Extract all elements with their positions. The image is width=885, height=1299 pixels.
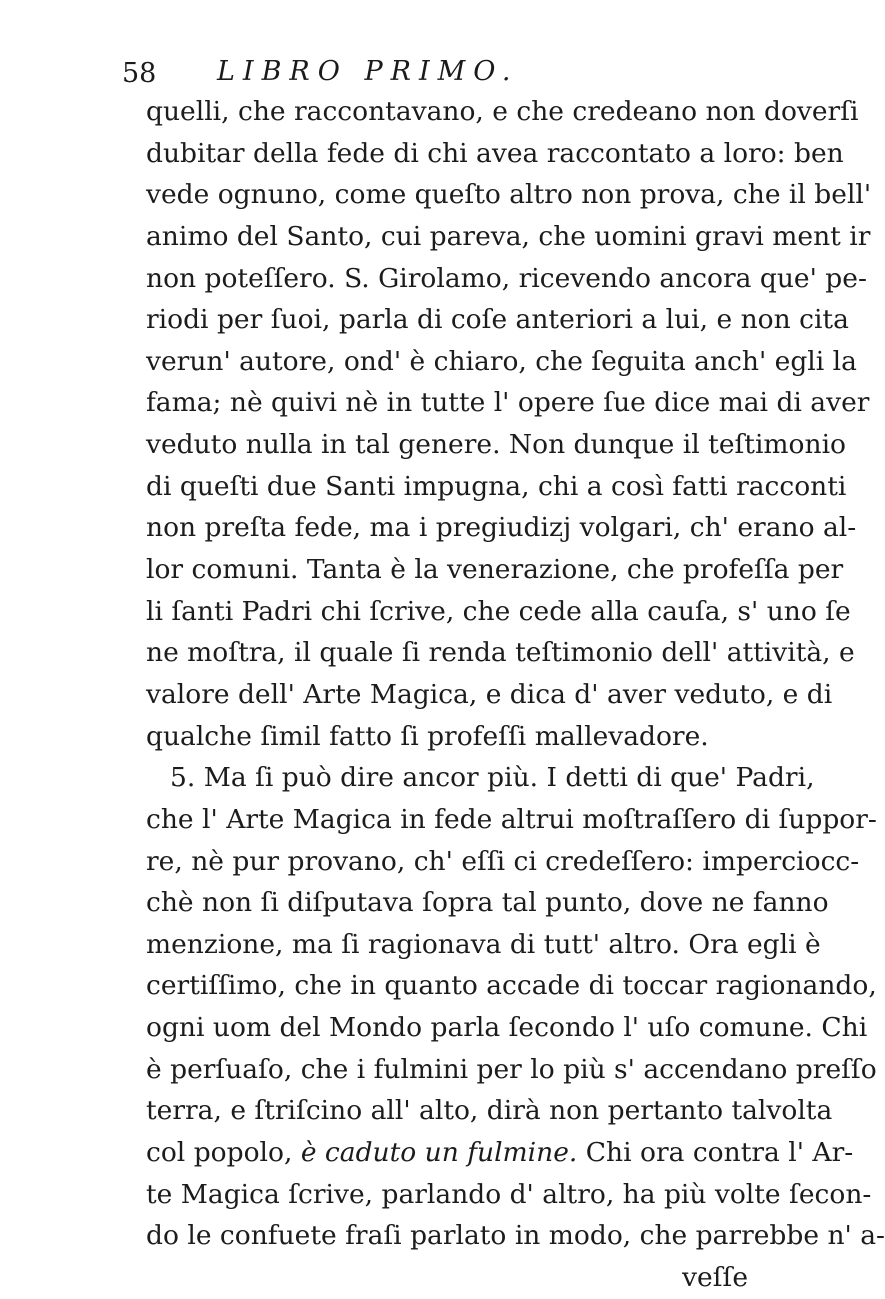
text-line: menzione, ma ſi ragionava di tutt' altro. Ora egli è — [146, 928, 821, 960]
text-line: certiſſimo, che in quanto accade di toccar ragionando, — [146, 970, 877, 1002]
text-line: veduto nulla in tal genere. Non dunque il teſtimonio — [146, 429, 847, 461]
text-line: te Magica ſcrive, parlando d' altro, ha più volte ſecon- — [146, 1178, 872, 1210]
text-segment: col popolo, — [146, 1137, 293, 1169]
text-line: di queſti due Santi impugna, chi a così fatti racconti — [146, 470, 847, 502]
body-text — [146, 91, 885, 1299]
text-line: che l' Arte Magica in fede altrui moſtraſſero di ſuppor- — [146, 803, 877, 835]
text-line: vede ognuno, come queſto altro non prova, che il bell' — [146, 179, 872, 211]
text-line: dubitar della fede di chi avea raccontato a loro: ben — [146, 137, 844, 169]
text-line: terra, e ſtriſcino all' alto, dirà non pertanto talvolta — [146, 1095, 833, 1127]
text-line: riodi per ſuoi, parla di coſe anteriori a lui, e non cita — [146, 304, 849, 336]
text-segment: Chi ora contra l' Ar- — [577, 1137, 854, 1169]
text-line: non poteſſero. S. Girolamo, ricevendo ancora que' pe- — [146, 262, 867, 294]
text-line: chè non ſi diſputava ſopra tal punto, dove ne fanno — [146, 887, 829, 919]
text-line: lor comuni. Tanta è la venerazione, che profeſſa per — [146, 554, 844, 586]
text-line: li ſanti Padri chi ſcrive, che cede alla cauſa, s' uno ſe — [146, 595, 851, 627]
running-head — [122, 50, 722, 90]
text-line: quelli, che raccontavano, e che credeano non doverſi — [146, 96, 859, 127]
text-line: ogni uom del Mondo parla ſecondo l' uſo comune. Chi — [146, 1012, 868, 1044]
text-line-with-italic — [146, 1132, 854, 1174]
paragraph-start-line: 5. Ma ſi può dire ancor più. I detti di que' Padri, — [170, 762, 815, 794]
text-line: qualche ſimil fatto ſi profeſſi mallevadore. — [146, 720, 709, 752]
text-line: do le confuete fraſi parlato in modo, che parrebbe n' a- — [146, 1220, 885, 1252]
text-line: ne moſtra, il quale ſi renda teſtimonio dell' attività, e — [146, 637, 855, 669]
text-line: valore dell' Arte Magica, e dica d' aver veduto, e di — [146, 678, 833, 710]
text-line: verun' autore, ond' è chiaro, che ſeguita anch' egli la — [146, 345, 857, 377]
catchword: veſſe — [682, 1261, 748, 1293]
italic-quote: è caduto un fulmine. — [300, 1137, 578, 1169]
text-line: animo del Santo, cui pareva, che uomini gravi ment ir — [146, 220, 871, 252]
page-number: 58 — [122, 58, 157, 89]
text-line: fama; nè quivi nè in tutte l' opere ſue dice mai di aver — [146, 387, 870, 419]
text-line: non preſta fede, ma i pregiudizj volgari, ch' erano al- — [146, 512, 857, 544]
running-title: LIBRO PRIMO. — [217, 56, 519, 87]
text-line: re, nè pur provano, ch' eſſi ci credeſſero: imperciocc- — [146, 845, 860, 877]
text-line: è perſuaſo, che i fulmini per lo più s' accendano preſſo — [146, 1053, 877, 1085]
